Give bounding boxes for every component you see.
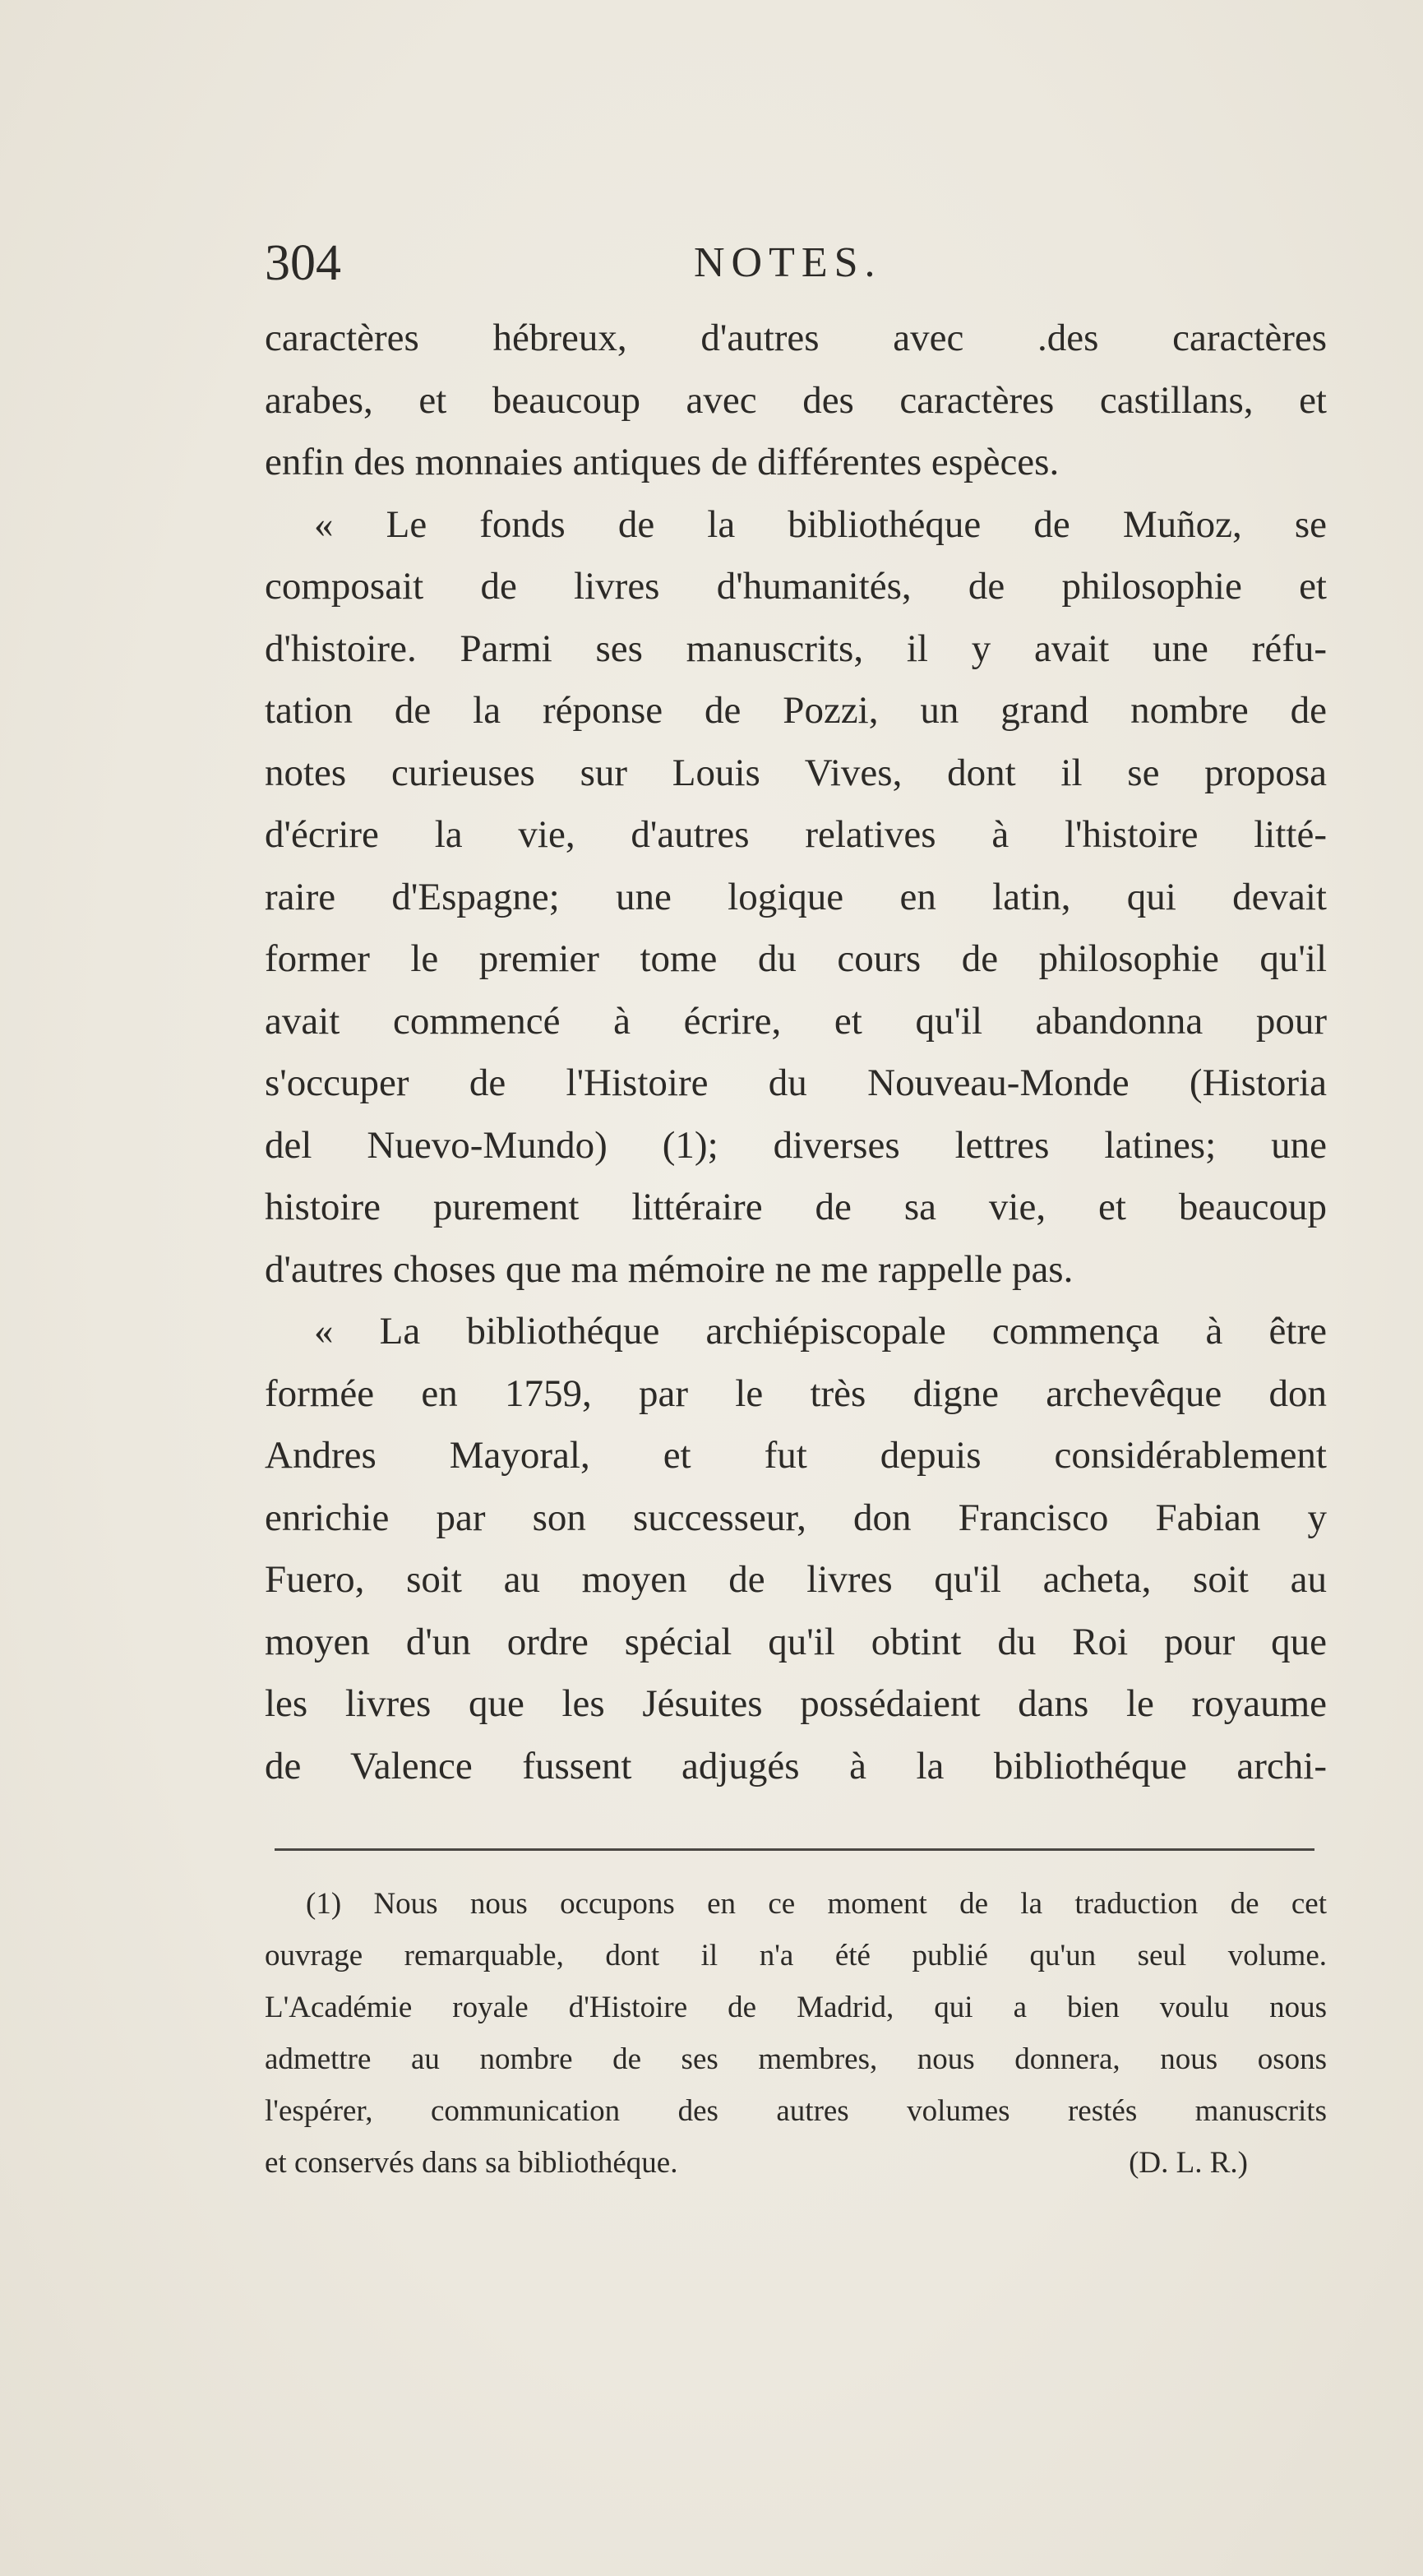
text-line: enrichie par son successeur, don Francisco Fabian y bbox=[265, 1496, 1327, 1539]
text-line: Fuero, soit au moyen de livres qu'il acheta, soit au bbox=[265, 1558, 1327, 1601]
text-line: d'autres choses que ma mémoire ne me rappelle pas. bbox=[265, 1247, 1074, 1291]
text-line: del Nuevo-Mundo) (1); diverses lettres latines; une bbox=[265, 1123, 1327, 1167]
text-line: de Valence fussent adjugés à la bibliothéque archi- bbox=[265, 1744, 1327, 1787]
page-header bbox=[265, 230, 1325, 296]
text-line: d'histoire. Parmi ses manuscrits, il y avait une réfu- bbox=[265, 627, 1327, 670]
text-line: tation de la réponse de Pozzi, un grand nombre de bbox=[265, 689, 1327, 732]
footnote-line: (1) Nous nous occupons en ce moment de la traduction de cet bbox=[306, 1887, 1327, 1921]
text-line: « La bibliothéque archiépiscopale commença à être bbox=[314, 1310, 1327, 1353]
footnote-rule bbox=[275, 1848, 1314, 1851]
footnote-line: l'espérer, communication des autres volumes restés manuscrits bbox=[265, 2094, 1327, 2128]
footnote-last-line bbox=[265, 2137, 1327, 2189]
footnote-line: admettre au nombre de ses membres, nous donnera, nous osons bbox=[265, 2042, 1327, 2076]
text-line: « Le fonds de la bibliothéque de Muñoz, se bbox=[314, 502, 1327, 546]
footnote bbox=[265, 1878, 1327, 2189]
text-line: moyen d'un ordre spécial qu'il obtint du Roi pour que bbox=[265, 1620, 1327, 1663]
text-line: notes curieuses sur Louis Vives, dont il se proposa bbox=[265, 751, 1327, 794]
text-line: raire d'Espagne; une logique en latin, qui devait bbox=[265, 875, 1327, 918]
text-line: avait commencé à écrire, et qu'il abandonna pour bbox=[265, 999, 1327, 1043]
text-line: formée en 1759, par le très digne archevêque don bbox=[265, 1371, 1327, 1415]
running-head: NOTES. bbox=[694, 239, 882, 286]
text-line: composait de livres d'humanités, de philosophie et bbox=[265, 565, 1327, 608]
footnote-line: et conservés dans sa bibliothéque. bbox=[265, 2146, 678, 2180]
text-line: arabes, et beaucoup avec des caractères castillans, et bbox=[265, 378, 1327, 422]
text-line: s'occuper de l'Histoire du Nouveau-Monde (Historia bbox=[265, 1061, 1327, 1104]
text-line: former le premier tome du cours de philosophie qu'il bbox=[265, 937, 1327, 980]
text-line: Andres Mayoral, et fut depuis considérablement bbox=[265, 1434, 1327, 1477]
text-line: les livres que les Jésuites possédaient dans le royaume bbox=[265, 1682, 1327, 1725]
footnote-signature: (D. L. R.) bbox=[1129, 2146, 1248, 2180]
body-text bbox=[265, 308, 1327, 1797]
text-line: caractères hébreux, d'autres avec .des caractères bbox=[265, 317, 1327, 359]
page-number: 304 bbox=[265, 235, 341, 291]
text-line: histoire purement littéraire de sa vie, et beaucoup bbox=[265, 1186, 1327, 1228]
text-line: d'écrire la vie, d'autres relatives à l'histoire litté- bbox=[265, 813, 1327, 856]
footnote-line: L'Académie royale d'Histoire de Madrid, qui a bien voulu nous bbox=[265, 1991, 1327, 2024]
text-line: enfin des monnaies antiques de différentes espèces. bbox=[265, 441, 1060, 483]
footnote-line: ouvrage remarquable, dont il n'a été publié qu'un seul volume. bbox=[265, 1939, 1327, 1972]
